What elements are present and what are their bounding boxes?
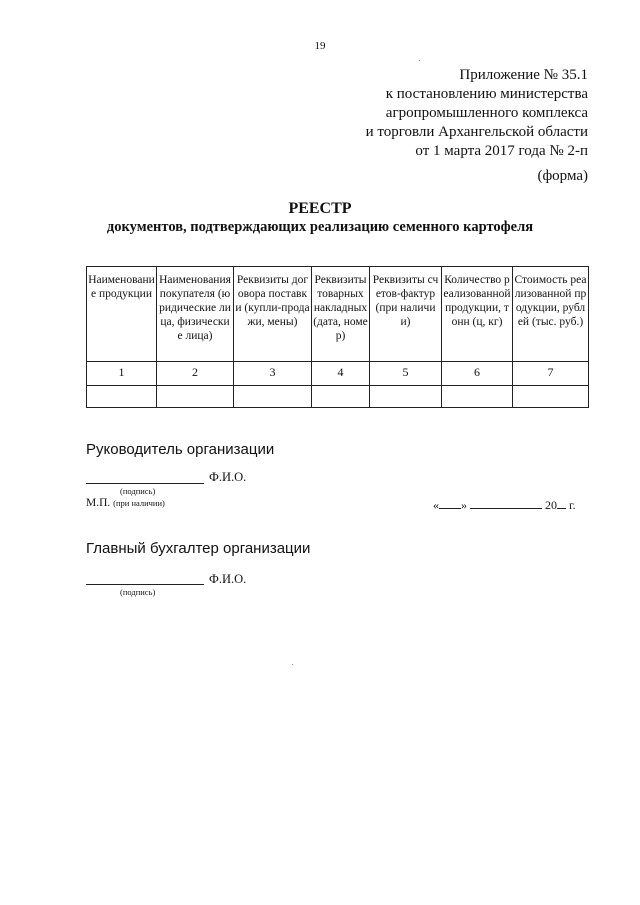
column-header: Реквизиты счетов-фактур (при наличии) <box>370 267 442 362</box>
date-year-prefix: 20 <box>545 498 557 512</box>
director-signature-caption: (подпись) <box>120 486 156 496</box>
accountant-signature-line[interactable] <box>86 584 204 585</box>
date-field <box>433 497 576 513</box>
scan-speck <box>419 60 420 61</box>
page-number: 19 <box>314 40 326 52</box>
table-cell[interactable] <box>312 386 370 408</box>
date-day-line[interactable] <box>439 497 461 509</box>
document-title: РЕЕСТР <box>288 200 352 217</box>
column-number: 4 <box>312 362 370 386</box>
table-number-row <box>87 362 589 386</box>
appendix-block <box>366 66 588 161</box>
stamp-label <box>86 497 165 509</box>
column-number: 1 <box>87 362 157 386</box>
date-close-quote: » <box>461 498 467 512</box>
column-header: Наименования покупателя (юридические лица, физические лица) <box>157 267 234 362</box>
appendix-line: от 1 марта 2017 года № 2-п <box>415 143 588 159</box>
column-header: Реквизиты договора поставки (купли-продажи, мены) <box>234 267 312 362</box>
column-header: Реквизиты товарных накладных (дата, номер) <box>312 267 370 362</box>
date-month-line[interactable] <box>470 497 542 509</box>
table-cell[interactable] <box>442 386 513 408</box>
scan-speck <box>292 664 293 665</box>
table-cell[interactable] <box>157 386 234 408</box>
column-number: 3 <box>234 362 312 386</box>
column-header: Стоимость реализованной продукции, рублей (тыс. руб.) <box>513 267 589 362</box>
table-empty-row <box>87 386 589 408</box>
column-number: 6 <box>442 362 513 386</box>
appendix-line: агропромышленного комплекса <box>385 105 588 121</box>
accountant-signature-caption: (подпись) <box>120 587 156 597</box>
appendix-line: и торговли Архангельской области <box>365 124 588 140</box>
table-header-row <box>87 267 589 362</box>
table-cell[interactable] <box>87 386 157 408</box>
column-number: 2 <box>157 362 234 386</box>
director-fio-label: Ф.И.О. <box>209 470 247 484</box>
table-cell[interactable] <box>513 386 589 408</box>
form-note: (форма) <box>537 168 588 184</box>
column-number: 5 <box>370 362 442 386</box>
table-cell[interactable] <box>234 386 312 408</box>
appendix-line: Приложение № 35.1 <box>459 67 588 83</box>
accountant-fio-label: Ф.И.О. <box>209 572 247 586</box>
date-open-quote: « <box>433 498 439 512</box>
director-role: Руководитель организации <box>86 441 275 458</box>
registry-table <box>86 266 589 408</box>
appendix-line: к постановлению министерства <box>385 86 588 102</box>
column-header: Количество реализованной продукции, тонн (ц, кг) <box>442 267 513 362</box>
director-signature-line[interactable] <box>86 483 204 484</box>
stamp-text: М.П. <box>86 497 111 509</box>
table-cell[interactable] <box>370 386 442 408</box>
column-number: 7 <box>513 362 589 386</box>
stamp-note: (при наличии) <box>113 498 165 508</box>
date-year-line[interactable] <box>557 497 566 509</box>
accountant-role: Главный бухгалтер организации <box>86 540 311 557</box>
document-subtitle: документов, подтверждающих реализацию семенного картофеля <box>106 219 534 235</box>
column-header: Наименование продукции <box>87 267 157 362</box>
date-year-suffix: г. <box>569 498 576 512</box>
